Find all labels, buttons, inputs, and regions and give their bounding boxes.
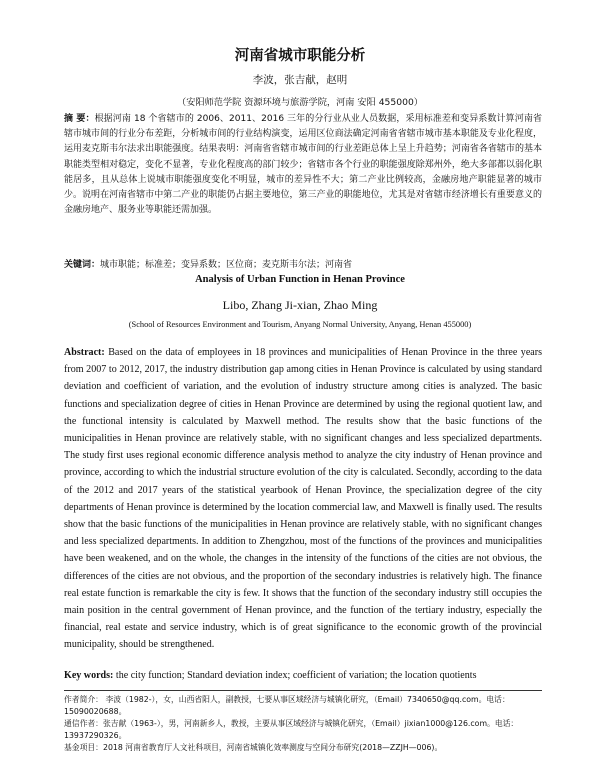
- abstract-cn: [64, 112, 542, 218]
- footnote-fund: 基金项目：2018 河南省教育厅人文社科项目，河南省城镇化效率测度与空间分布研究(2018—ZZJH—006)。: [64, 743, 443, 752]
- keywords-cn-label: 关键词：: [64, 260, 101, 270]
- footnote-divider: [64, 690, 542, 691]
- authors-en: Libo, Zhang Ji-xian, Zhao Ming: [222, 298, 378, 312]
- affiliation-cn: （安阳师范学院 资源环境与旅游学院，河南 安阳 455000）: [177, 97, 423, 108]
- keywords-cn-text: 城市职能；标准差；变异系数；区位商；麦克斯韦尔法；河南省: [100, 260, 353, 270]
- abstract-en-label: Abstract:: [64, 347, 105, 358]
- keywords-en-label: Key words:: [64, 670, 114, 681]
- paper-title-en: Analysis of Urban Function in Henan Province: [195, 274, 405, 285]
- footnote-corresponding-author: 通信作者：张吉献（1963-），男，河南新乡人，教授，主要从事区域经济与城镇化研究，（Email）jixian1000@126.com。电话：13937290326。: [64, 719, 519, 740]
- paper-title-cn: 河南省城市职能分析: [234, 48, 366, 64]
- keywords-cn: [64, 258, 542, 272]
- footnote-author-intro: 作者简介： 李波（1982-），女，山西省阳人，副教授，七要从事区域经济与城镇化研究，（Email）7340650@qq.com。电话：15090020688。: [64, 695, 510, 716]
- keywords-en: [64, 669, 542, 683]
- authors-cn: 李波，张吉献，赵明: [252, 74, 348, 86]
- abstract-cn-text: 根据河南 18 个省辖市的 2006、2011、2016 三年的分行业从业人员数据，采用标准差和变异系数计算河南省辖市城市间的行业分布差距，分析城市间的行业结构演变，运用区位商法确定河南省省辖市城市基本职能及专业化程度，运用麦克斯韦尔法求出职能强度。结果表明：河南省省辖市城市间的行业差距总体上呈上升趋势；河南省各省辖市的基本职能类型相对稳定，变化不显著，专业化程度高的部门较少；省辖市各个行业的职能强度除郑州外，绝大多部都以弱化职能居多，且从总体上说城市职能强度变化不明显，城市的差异性不大；第二产业比例较高，金融房地产职能显著的城市少。说明在河南省辖市中第二产业的职能仍占据主要地位，第三产业的职能地位，尤其是对省辖市经济增长有重要意义的金融房地产、服务业等职能还需加强。: [64, 114, 542, 216]
- abstract-en: [64, 344, 542, 654]
- affiliation-en: (School of Resources Environment and Tourism, Anyang Normal University, Anyang, Henan 455000): [128, 320, 472, 329]
- keywords-en-text: the city function; Standard deviation index; coefficient of variation; the location quotients: [113, 670, 477, 681]
- abstract-cn-label: 摘 要：: [64, 114, 95, 124]
- abstract-en-text: Based on the data of employees in 18 provinces and municipalities of Henan Province in the three years from 2007 to 2012, 2017, the industry distribution gap among cities in Henan Province is calculated by using standard deviation and coefficient of variation, and the evolution of industry structure among cities is analyzed. The basic functions and specialization degree of cities in Henan Province are determined by using the regional quotient law, and the functional intensity is calculated by Maxwell method. The results show that the basic functions of the municipalities in Henan province are relatively stable, with no significant changes and less specialized departments. The study first uses regional economic difference analysis method to analyze the city industry of Henan province and province, according to which the industrial structure evolution of the city is calculated. Secondly, according to the data of the 2012 and 2017 years of the statistical yearbook of Henan Province, the specialization degree of the city departments of Henan province is determined by the location commercial law, and Maxwell is finally used. The results show that the basic functions of the municipalities in Henan province are relatively stable, with no significant changes and less specialized departments. In addition to Zhengzhou, most of the functions of the provinces and municipalities have been weakened, and on the whole, the changes in the intensity of the functions of the cities are not obvious, the differences of the cities are not obvious, and the proportion of the secondary industries is relatively high. The finance real estate function is remarkable the city is few. It shows that the function of the secondary industry still occupies the main position in the central government of Henan province, and the function of the tertiary industry, especially the financial, real estate and service industry, which is of great significance to the economic growth of the provincial municipality, should be strengthened.: [64, 347, 542, 651]
